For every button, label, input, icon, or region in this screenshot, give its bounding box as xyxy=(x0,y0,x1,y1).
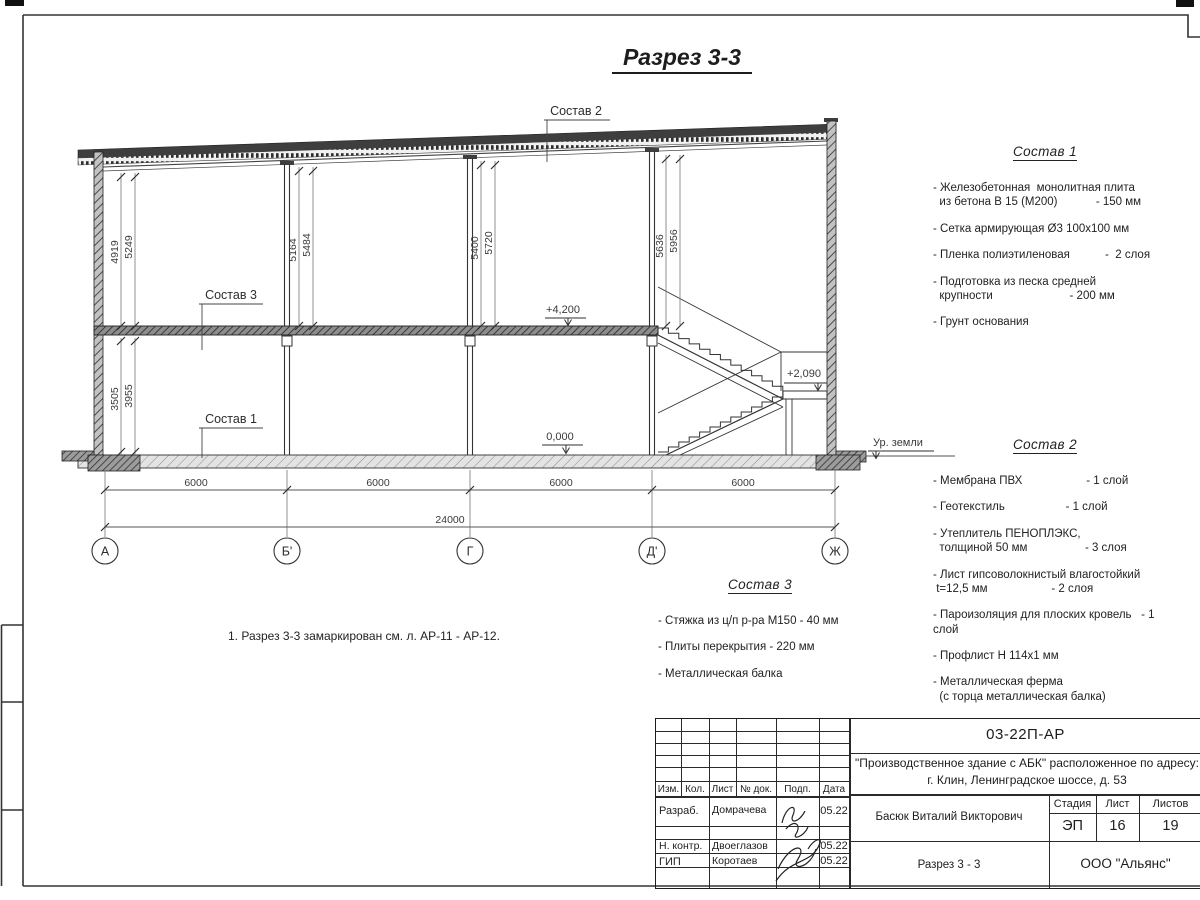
axis-g: Г xyxy=(466,544,474,559)
axis-d: Д' xyxy=(646,544,658,559)
material-item: - Геотекстиль - 1 слой xyxy=(933,501,1108,514)
sostav1-items xyxy=(933,181,1157,330)
dim-height-1: 5249 xyxy=(123,235,135,259)
callout-slab: Состав 1 xyxy=(205,412,257,426)
chief-name: Басюк Виталий Викторович xyxy=(875,811,1023,823)
level-ground-floor: 0,000 xyxy=(546,431,574,443)
sostav1-list xyxy=(933,144,1157,342)
drawing-name: Разрез 3 - 3 xyxy=(917,859,981,871)
dim-height-0: 4919 xyxy=(109,240,121,264)
material-item: - Грунт основания xyxy=(933,316,1029,329)
row-role-2: ГИП xyxy=(659,856,681,868)
material-item: - Подготовка из песка средней крупности - 200 мм xyxy=(933,275,1115,302)
project-name-line2: г. Клин, Ленинградское шоссе, д. 53 xyxy=(927,773,1127,787)
col-izm: Изм. xyxy=(657,784,680,795)
material-item: - Пароизоляция для плоских кровель - 1 слой xyxy=(933,609,1158,636)
row-name-2: Коротаев xyxy=(712,855,758,867)
axis-a: А xyxy=(100,544,110,559)
level-landing: +2,090 xyxy=(787,368,821,380)
sostav1-heading: Состав 1 xyxy=(1012,144,1078,159)
sostav2-list xyxy=(933,437,1157,716)
lower-flight-steps xyxy=(658,392,783,452)
material-item: - Металлическая балка xyxy=(658,667,783,680)
sostav3-list xyxy=(658,577,862,693)
col-podp: Подп. xyxy=(784,784,811,795)
axis-zh: Ж xyxy=(829,544,841,559)
dim-height-4: 5400 xyxy=(469,236,481,260)
column-d xyxy=(645,148,659,455)
row-date-2: 05.22 xyxy=(820,855,848,867)
signature xyxy=(776,840,820,881)
sheets-value: 19 xyxy=(1162,818,1179,834)
col-doc: № док. xyxy=(739,784,773,795)
dim-lower-1: 3955 xyxy=(123,384,135,408)
material-item: - Мембрана ПВХ - 1 слой xyxy=(933,475,1129,487)
col-kol: Кол. xyxy=(685,784,705,795)
dim-height-5: 5720 xyxy=(483,231,495,255)
ground-slab xyxy=(62,451,955,471)
sheet-value: 16 xyxy=(1109,818,1126,834)
material-item: - Утеплитель ПЕНОПЛЭКС, толщиной 50 мм - 3 слоя xyxy=(933,527,1127,555)
upper-handrail xyxy=(658,287,781,352)
height-dimensions xyxy=(109,155,684,456)
dim-height-6: 5636 xyxy=(654,234,666,258)
material-item: - Сетка армирующая Ø3 100х100 мм xyxy=(933,222,1130,235)
project-name-line1: "Производственное здание с АБК" расположенное по адресу: xyxy=(855,756,1199,770)
doc-code: 03-22П-АР xyxy=(986,726,1065,743)
material-item: - Металлическая ферма (с торца металлическая балка) xyxy=(933,676,1106,703)
material-item: - Железобетонная монолитная плита из бетона В 15 (М200) - 150 мм xyxy=(933,182,1142,209)
col-data: Дата xyxy=(822,784,846,795)
row-name-1: Двоеглазов xyxy=(712,840,768,852)
callout-floor: Состав 3 xyxy=(205,288,257,302)
row-name-0: Домрачева xyxy=(712,804,767,816)
material-item: - Плиты перекрытия - 220 мм xyxy=(658,641,815,654)
material-item: - Пленка полиэтиленовая - 2 слоя xyxy=(933,249,1151,262)
dim-bay-0: 6000 xyxy=(184,477,208,489)
dim-height-3: 5484 xyxy=(301,233,313,257)
sostav2-items xyxy=(933,474,1157,704)
columns xyxy=(280,148,659,455)
column-g xyxy=(463,155,477,455)
roof xyxy=(78,118,838,171)
row-date-1: 05.22 xyxy=(820,840,848,852)
dim-total: 24000 xyxy=(435,514,465,526)
material-item: - Стяжка из ц/п р-ра М150 - 40 мм xyxy=(658,615,839,627)
title-block xyxy=(655,718,1200,889)
stage-value: ЭП xyxy=(1062,818,1083,834)
signature xyxy=(782,807,808,837)
axis-b: Б' xyxy=(281,544,293,559)
callout-roof: Состав 2 xyxy=(550,104,602,118)
level-second-floor: +4,200 xyxy=(546,304,580,316)
dim-lower-0: 3505 xyxy=(109,387,121,411)
company-name: ООО "Альянс" xyxy=(1080,856,1171,871)
left-wall xyxy=(94,152,103,455)
sostav3-heading: Состав 3 xyxy=(727,577,793,592)
dim-height-2: 5164 xyxy=(287,238,299,262)
row-role-1: Н. контр. xyxy=(659,840,703,852)
sostav3-items xyxy=(658,614,862,681)
row-role-0: Разраб. xyxy=(659,805,699,817)
stage-label: Стадия xyxy=(1053,798,1092,810)
level-ground: Ур. земли xyxy=(873,437,923,449)
sostav2-heading: Состав 2 xyxy=(1012,437,1078,452)
dim-bay-1: 6000 xyxy=(366,477,390,489)
right-wall xyxy=(827,121,836,455)
material-item: - Профлист Н 114х1 мм xyxy=(933,650,1059,662)
scan-marks xyxy=(5,0,1194,7)
col-list: Лист xyxy=(711,784,734,795)
column-b xyxy=(280,161,294,455)
drawing-note: 1. Разрез 3-3 замаркирован см. л. АР-11 - АР-12. xyxy=(228,629,500,643)
floor-slab xyxy=(94,326,658,335)
sheet-label: Лист xyxy=(1105,798,1130,810)
dim-height-7: 5956 xyxy=(668,229,680,253)
bottom-dimensions xyxy=(101,470,839,537)
dim-bay-3: 6000 xyxy=(731,477,755,489)
row-date-0: 05.22 xyxy=(820,805,848,817)
signatures xyxy=(774,797,822,887)
stair-landing xyxy=(783,391,827,399)
sheets-label: Листов xyxy=(1152,798,1189,810)
dim-bay-2: 6000 xyxy=(549,477,573,489)
material-item: - Лист гипсоволокнистый влагостойкий t=12,5 мм - 2 слоя xyxy=(933,568,1141,595)
page-title: Разрез 3-3 xyxy=(612,44,752,74)
lower-handrail xyxy=(658,352,781,413)
axis-bubbles xyxy=(92,538,848,564)
